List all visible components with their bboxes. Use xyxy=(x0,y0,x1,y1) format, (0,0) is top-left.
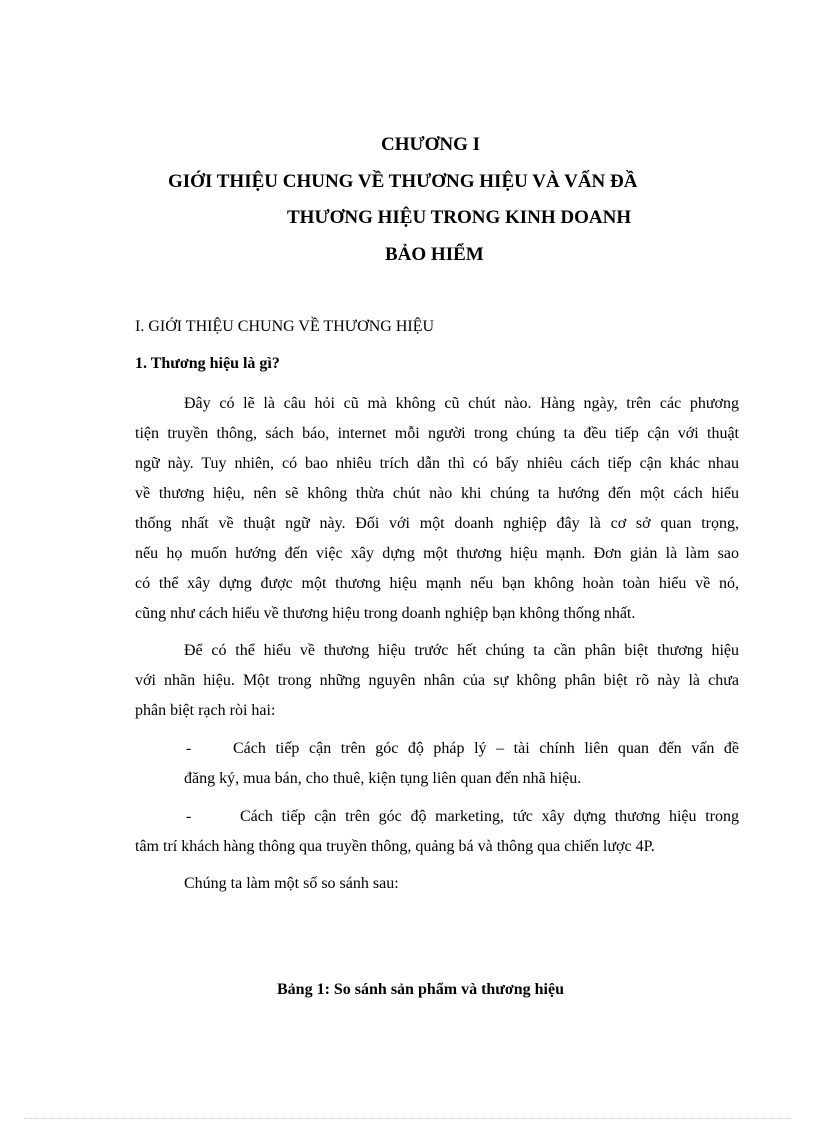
paragraph-1-line: Đây có lẽ là câu hỏi cũ mà không cũ chút nào. Hàng ngày, trên các phương xyxy=(184,395,739,412)
paragraph-1-line: nếu họ muốn hướng đến việc xây dựng một thương hiệu mạnh. Đơn giản là làm sao xyxy=(135,545,739,562)
paragraph-2-line: với nhãn hiệu. Một trong những nguyên nhân của sự không phân biệt rõ này là chưa xyxy=(135,672,739,689)
paragraph-3: Chúng ta làm một số so sánh sau: xyxy=(184,875,399,892)
bullet-1-line-2: đăng ký, mua bán, cho thuê, kiện tụng liên quan đến nhã hiệu. xyxy=(184,770,582,787)
chapter-title: CHƯƠNG I xyxy=(381,134,481,155)
paragraph-1-line: thống nhất về thuật ngữ này. Đối với một doanh nghiệp đây là cơ sở quan trọng, xyxy=(135,515,739,532)
title-line-1: GIỚI THIỆU CHUNG VỀ THƯƠNG HIỆU VÀ VẤN ĐẦ xyxy=(168,171,638,192)
paragraph-1-line: về thương hiệu, nên sẽ không thừa chút nào khi chúng ta hướng đến một cách hiểu xyxy=(135,485,739,502)
title-line-3: BẢO HIỂM xyxy=(385,244,484,265)
paragraph-1-line: cũng như cách hiểu về thương hiệu trong doanh nghiệp bạn không thống nhất. xyxy=(135,605,636,622)
bullet-1-dash: - xyxy=(186,740,192,757)
paragraph-1-line: ngữ này. Tuy nhiên, có bao nhiêu trích dẫn thì có bấy nhiêu cách tiếp cận khác nhau xyxy=(135,455,739,472)
title-line-2: THƯƠNG HIỆU TRONG KINH DOANH xyxy=(287,207,632,228)
bullet-2-dash: - xyxy=(186,808,192,825)
bullet-1-line-1: Cách tiếp cận trên góc độ pháp lý – tài chính liên quan đến vấn đề xyxy=(233,740,739,757)
section-heading: I. GIỚI THIỆU CHUNG VỀ THƯƠNG HIỆU xyxy=(135,318,435,335)
paragraph-2-line: Để có thể hiểu về thương hiệu trước hết chúng ta cần phân biệt thương hiệu xyxy=(184,642,739,659)
paragraph-2-line: phân biệt rạch ròi hai: xyxy=(135,702,276,719)
subsection-heading: 1. Thương hiệu là gì? xyxy=(135,355,280,372)
bullet-2-line-2: tâm trí khách hàng thông qua truyền thông, quảng bá và thông qua chiến lược 4P. xyxy=(135,838,655,855)
paragraph-1-line: có thể xây dựng được một thương hiệu mạnh nếu bạn không hoàn toàn hiểu về nó, xyxy=(135,575,739,592)
bullet-2-line-1: Cách tiếp cận trên góc độ marketing, tức xây dựng thương hiệu trong xyxy=(240,808,739,825)
table-caption: Bảng 1: So sánh sản phẩm và thương hiệu xyxy=(277,981,564,998)
paragraph-1-line: tiện truyền thông, sách báo, internet mỗi người trong chúng ta đều tiếp cận với thuật xyxy=(135,425,739,442)
page-bottom-divider xyxy=(24,1118,792,1119)
